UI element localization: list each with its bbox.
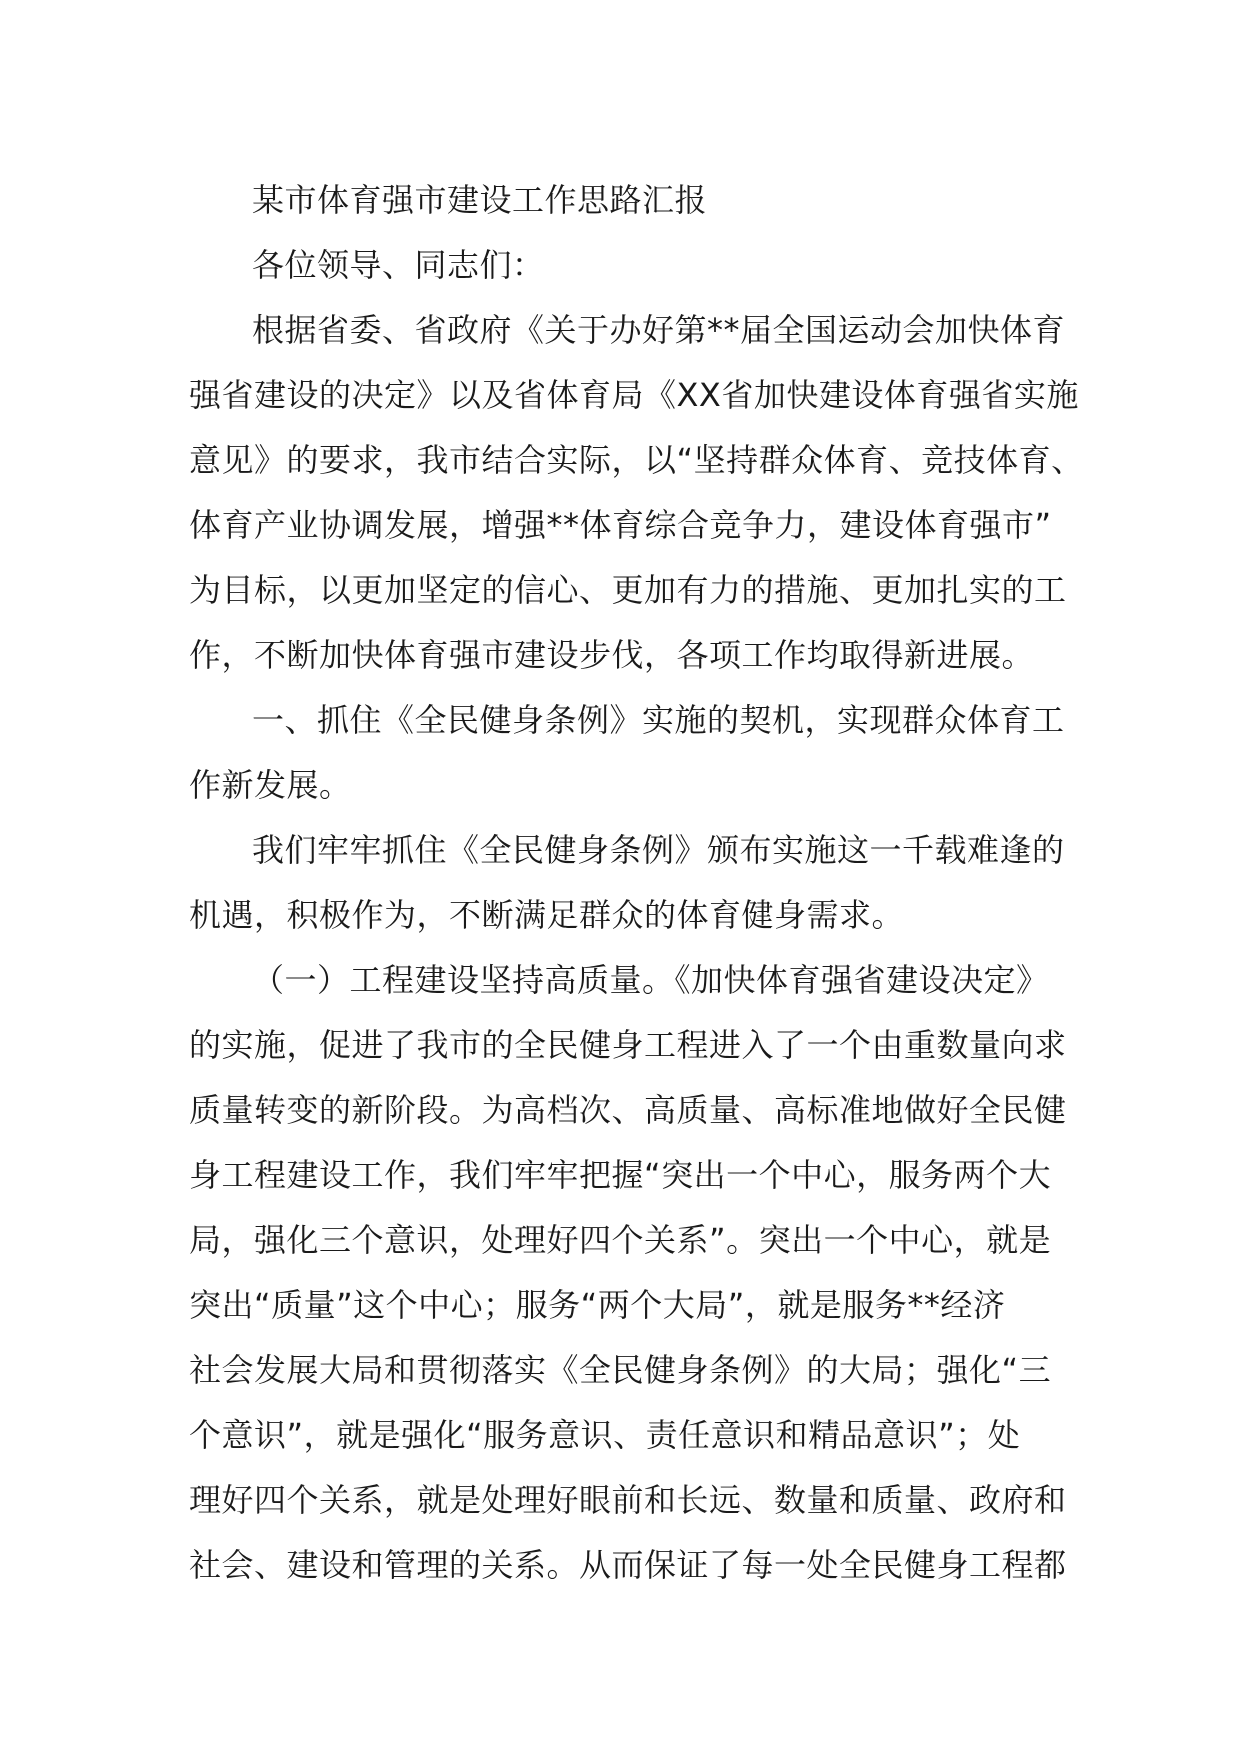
salutation: 各位领导、同志们： — [252, 246, 545, 284]
body-line: 一、抓住《全民健身条例》实施的契机，实现群众体育工 — [252, 701, 1065, 739]
body-line: 质量转变的新阶段。为高档次、高质量、高标准地做好全民健 — [189, 1091, 1067, 1129]
body-line: （一）工程建设坚持高质量。《加快体育强省建设决定》 — [252, 961, 1049, 999]
body-line: 局，强化三个意识，处理好四个关系”。突出一个中心，就是 — [189, 1221, 1052, 1259]
body-line: 身工程建设工作，我们牢牢把握“突出一个中心，服务两个大 — [189, 1156, 1052, 1194]
document-body — [189, 168, 1084, 1598]
body-line: 强省建设的决定》以及省体育局《XX省加快建设体育强省实施 — [189, 376, 1079, 414]
body-line: 体育产业协调发展，增强**体育综合竞争力，建设体育强市” — [189, 506, 1052, 544]
body-line: 作新发展。 — [189, 766, 352, 804]
body-line: 作，不断加快体育强市建设步伐，各项工作均取得新进展。 — [189, 636, 1035, 674]
body-line: 机遇，积极作为，不断满足群众的体育健身需求。 — [189, 896, 905, 934]
document-title: 某市体育强市建设工作思路汇报 — [252, 181, 708, 219]
body-line: 社会发展大局和贯彻落实《全民健身条例》的大局；强化“三 — [189, 1351, 1052, 1389]
body-line: 突出“质量”这个中心；服务“两个大局”，就是服务**经济 — [189, 1286, 1006, 1324]
body-line: 根据省委、省政府《关于办好第**届全国运动会加快体育 — [252, 311, 1066, 349]
body-line: 意见》的要求，我市结合实际，以“坚持群众体育、竞技体育、 — [189, 441, 1084, 479]
body-line: 的实施，促进了我市的全民健身工程进入了一个由重数量向求 — [189, 1026, 1067, 1064]
body-line: 我们牢牢抓住《全民健身条例》颁布实施这一千载难逢的 — [252, 831, 1065, 869]
body-line: 理好四个关系，就是处理好眼前和长远、数量和质量、政府和 — [189, 1481, 1067, 1519]
body-line: 个意识”，就是强化“服务意识、责任意识和精品意识”；处 — [189, 1416, 1021, 1454]
body-line: 社会、建设和管理的关系。从而保证了每一处全民健身工程都 — [189, 1546, 1067, 1584]
body-line: 为目标，以更加坚定的信心、更加有力的措施、更加扎实的工 — [189, 571, 1067, 609]
body-lines — [189, 298, 1084, 1598]
